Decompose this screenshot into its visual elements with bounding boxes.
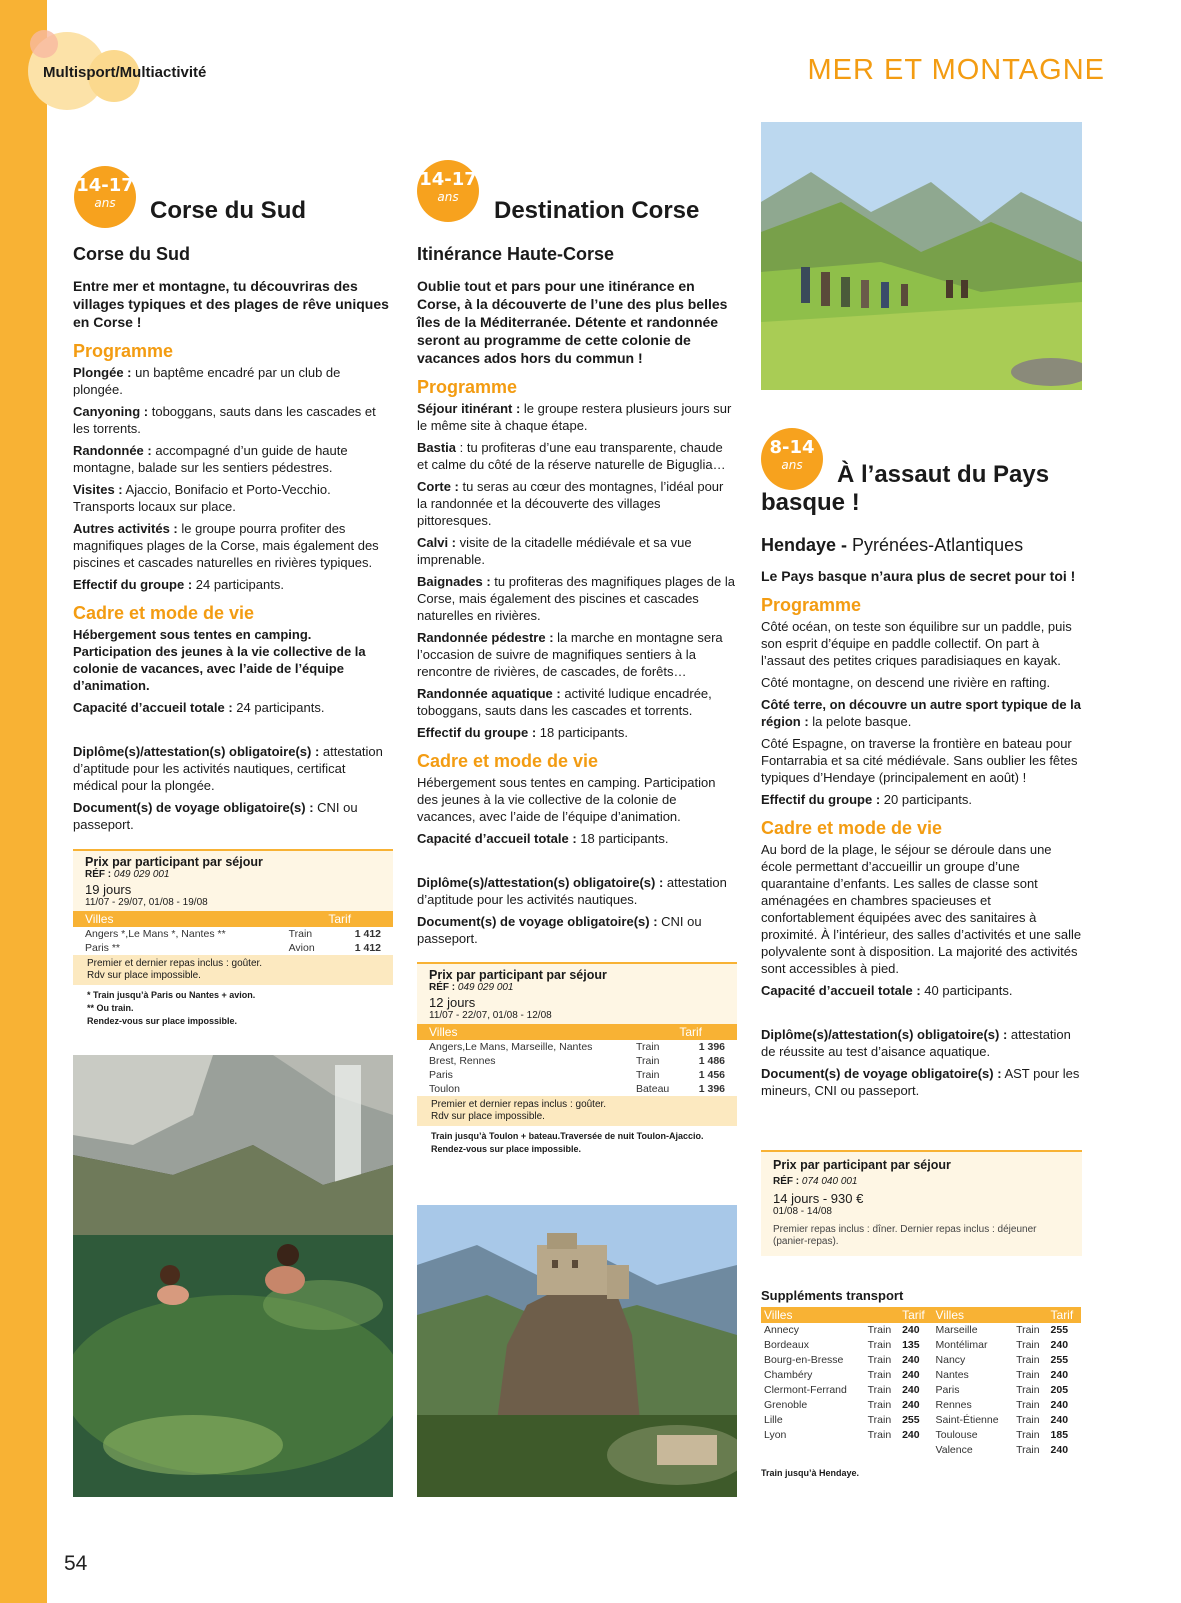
- stay-description: [73, 277, 393, 838]
- supplement-mode: Train: [867, 1339, 892, 1351]
- stay-subtitle: Itinérance Haute-Corse: [417, 244, 615, 264]
- stay-title-line2: basque !: [761, 489, 860, 516]
- supplement-mode: Train: [867, 1399, 892, 1411]
- supplement-mode: Train: [867, 1429, 892, 1441]
- programme-item: Randonnée : accompagné d’un guide de haute montagne, balade sur les sentiers pédestres.: [73, 443, 348, 475]
- supplement-city: Bordeaux: [764, 1339, 809, 1351]
- price-city: Angers *,Le Mans *, Nantes **: [85, 928, 226, 940]
- programme-item: Canyoning : toboggans, sauts dans les cascades et les torrents.: [73, 404, 376, 436]
- stay-description: [417, 277, 737, 952]
- supplement-value: 240: [1050, 1414, 1069, 1426]
- stay-subtitle: Corse du Sud: [73, 244, 191, 264]
- left-color-band: [0, 0, 47, 1603]
- price-mode: Train: [288, 928, 313, 940]
- supplements-footnote: Train jusqu’à Hendaye.: [761, 1468, 860, 1478]
- price-heading: Prix par participant par séjour: [773, 1158, 951, 1172]
- price-mode: Avion: [288, 942, 315, 954]
- price-ref: RÉF : 049 029 001: [85, 869, 170, 880]
- age-range: 14-17: [419, 169, 477, 190]
- supplement-mode: Train: [1016, 1369, 1040, 1381]
- age-badge: [761, 428, 823, 490]
- age-range: 14-17: [76, 175, 134, 196]
- cadre-text: Hébergement sous tentes en camping. Participation des jeunes à la vie collective de la colonie de vacances, avec l’aide de l’équipe d’animation.: [73, 627, 366, 693]
- capacite: Capacité d’accueil totale : 24 participants.: [73, 700, 325, 715]
- price-table: Villes Tarif Angers *,Le Mans *, Nantes ** Train 1 412 Paris ** Avion 1 412: [73, 911, 393, 955]
- supplement-row: [761, 1323, 1081, 1338]
- supplement-city: Annecy: [764, 1324, 800, 1336]
- price-box: [73, 849, 393, 1032]
- stay-subtitle: Hendaye - Pyrénées-Atlantiques: [761, 535, 1024, 555]
- capacite: Capacité d’accueil totale : 18 participants.: [417, 831, 669, 846]
- price-footnote: Train jusqu’à Toulon + bateau.Traversée de nuit Toulon-Ajaccio. Rendez-vous sur place impossible.: [417, 1126, 737, 1160]
- supplement-value: 240: [902, 1399, 920, 1411]
- price-mode: Train: [635, 1055, 660, 1067]
- supplement-city: Toulouse: [935, 1429, 978, 1441]
- supplement-mode: Train: [1016, 1384, 1040, 1396]
- programme-espagne: Côté Espagne, on traverse la frontière en bateau pour Fontarrabia et sa cité médiévale. Sans oublier les fêtes typiques d’Hendaye (principalement en août) !: [761, 736, 1078, 785]
- price-city: Angers,Le Mans, Marseille, Nantes: [429, 1041, 593, 1053]
- price-value: 1 486: [698, 1055, 725, 1067]
- price-value: 1 412: [354, 942, 381, 954]
- programme-list: [73, 364, 393, 593]
- price-table: Villes Tarif Angers,Le Mans, Marseille, Nantes Train 1 396 Brest, Rennes Train 1 486 Paris Train 1 456 Toulon Bateau 1 396: [417, 1024, 737, 1096]
- supplement-city: Chambéry: [764, 1369, 813, 1381]
- price-value: 1 396: [698, 1083, 725, 1095]
- cadre-text: Hébergement sous tentes en camping. Participation des jeunes à la vie collective de la colonie de vacances, avec l’aide de l’équipe d’animation.: [417, 775, 716, 824]
- programme-item: Calvi : visite de la citadelle médiévale et sa vue imprenable.: [417, 535, 692, 567]
- stay-description: [761, 567, 1082, 1104]
- price-row: [417, 1054, 737, 1068]
- age-badge: [417, 160, 479, 222]
- supplement-city: Clermont-Ferrand: [764, 1384, 847, 1396]
- page-number: 54: [64, 1552, 88, 1575]
- supplement-value: 205: [1050, 1384, 1069, 1396]
- price-city: Paris **: [85, 942, 121, 954]
- price-row: [417, 1068, 737, 1082]
- document: Document(s) de voyage obligatoire(s) : CNI ou passeport.: [417, 914, 702, 946]
- price-heading: Prix par participant par séjour: [85, 855, 263, 869]
- supplement-value: 240: [1050, 1399, 1069, 1411]
- programme-item: Corte : tu seras au cœur des montagnes, l’idéal pour la randonnée et la découverte des villages pittoresques.: [417, 479, 724, 528]
- price-row: [417, 1082, 737, 1096]
- programme-item: Randonnée aquatique : activité ludique encadrée, toboggans, sauts dans les cascades et torrents.: [417, 686, 712, 718]
- supplement-value: 240: [1050, 1369, 1069, 1381]
- effectif: Effectif du groupe : 20 participants.: [761, 792, 972, 807]
- price-mode: Train: [635, 1041, 660, 1053]
- price-row: [73, 941, 393, 955]
- section-title: Multisport/Multiactivité: [43, 64, 207, 81]
- intro-text: Le Pays basque n’aura plus de secret pour toi !: [761, 568, 1076, 584]
- supplement-mode: Train: [867, 1354, 892, 1366]
- supplement-city: Valence: [935, 1444, 973, 1456]
- programme-montagne: Côté montagne, on descend une rivière en rafting.: [761, 675, 1051, 690]
- supplement-row: [761, 1383, 1081, 1398]
- supplement-row: [761, 1398, 1081, 1413]
- age-unit: ans: [437, 190, 459, 204]
- programme-list: [417, 400, 737, 741]
- supplement-value: 240: [902, 1369, 920, 1381]
- price-duration: 14 jours - 930 €: [773, 1191, 864, 1206]
- cadre-heading: Cadre et mode de vie: [761, 818, 943, 838]
- price-city: Toulon: [429, 1083, 460, 1095]
- transport-supplements: [761, 1288, 1081, 1478]
- hiking-photo: [761, 122, 1082, 390]
- programme-item: Autres activités : le groupe pourra profiter des magnifiques plages de la Corse, mais également des piscines et cascades naturelles en rivières typiques.: [73, 521, 379, 570]
- price-city: Paris: [429, 1069, 453, 1081]
- programme-item: Randonnée pédestre : la marche en montagne sera l’occasion de suivre de magnifiques sentiers à la rencontre de rivières, de cascades, de forêts…: [417, 630, 723, 679]
- supplement-mode: Train: [1016, 1414, 1040, 1426]
- price-note: Premier repas inclus : dîner. Dernier repas inclus : déjeuner (panier-repas).: [773, 1224, 1037, 1247]
- cadre-heading: Cadre et mode de vie: [417, 751, 599, 771]
- supplement-row: [761, 1338, 1081, 1353]
- price-ref: RÉF : 074 040 001: [773, 1176, 858, 1187]
- age-badge: [74, 166, 136, 228]
- price-row: [73, 927, 393, 941]
- supplement-mode: Train: [867, 1414, 892, 1426]
- price-box: [417, 962, 737, 1160]
- supplement-value: 135: [902, 1339, 920, 1351]
- supplement-city: Nancy: [935, 1354, 966, 1366]
- price-row: [417, 1040, 737, 1054]
- supplement-mode: Train: [1016, 1444, 1040, 1456]
- supplement-city: Paris: [935, 1384, 960, 1396]
- price-mode: Train: [635, 1069, 660, 1081]
- supplement-city: Marseille: [935, 1324, 978, 1336]
- supplement-value: 255: [1050, 1354, 1069, 1366]
- stay-title: Destination Corse: [494, 197, 700, 224]
- programme-item: Plongée : un baptême encadré par un club de plongée.: [73, 365, 341, 397]
- diplome: Diplôme(s)/attestation(s) obligatoire(s) : attestation d’aptitude pour les activités nautiques.: [417, 875, 727, 907]
- supplement-row: [761, 1443, 1081, 1458]
- cadre-text: Au bord de la plage, le séjour se déroule dans une école permettant d’accueillir un groupe d’une quarantaine d’enfants. Les salles de classe sont aménagées en chambres spacieuses et confortablement équipées avec des sanitaires à proximité. À l’intérieur, des salles d’activités et une salle polyvalente sont à disposition. La majorité des activités sont accessibles à pied.: [761, 842, 1082, 976]
- citadel-photo: [417, 1205, 737, 1497]
- price-value: 1 456: [698, 1069, 725, 1081]
- stay-title: À l’assaut du Pays: [837, 461, 1050, 488]
- supplement-mode: Train: [1016, 1429, 1040, 1441]
- supplement-value: 255: [902, 1414, 920, 1426]
- price-ref: RÉF : 049 029 001: [429, 982, 514, 993]
- supplement-value: 240: [1050, 1339, 1069, 1351]
- swimming-photo: [73, 1055, 393, 1497]
- intro-text: Oublie tout et pars pour une itinérance en Corse, à la découverte de l’une des plus belles îles de la Méditerranée. Détente et randonnée seront au programme de cette colonie de vacances ados hors du commun !: [417, 278, 728, 366]
- supplement-mode: Train: [867, 1369, 892, 1381]
- programme-item: Visites : Ajaccio, Bonifacio et Porto-Vecchio. Transports locaux sur place.: [73, 482, 331, 514]
- price-dates: 01/08 - 14/08: [773, 1206, 832, 1217]
- price-note: Premier et dernier repas inclus : goûter. Rdv sur place impossible.: [73, 955, 393, 985]
- supplement-row: [761, 1353, 1081, 1368]
- supplement-city: Montélimar: [935, 1339, 988, 1351]
- supplement-value: 240: [902, 1429, 920, 1441]
- document: Document(s) de voyage obligatoire(s) : CNI ou passeport.: [73, 800, 358, 832]
- price-dates: 11/07 - 29/07, 01/08 - 19/08: [85, 897, 208, 908]
- supplement-row: [761, 1428, 1081, 1443]
- supplement-value: 240: [902, 1324, 920, 1336]
- price-value: 1 396: [698, 1041, 725, 1053]
- supplement-value: 240: [902, 1384, 920, 1396]
- age-unit: ans: [94, 196, 116, 210]
- capacite: Capacité d’accueil totale : 40 participants.: [761, 983, 1013, 998]
- supplement-city: Lyon: [764, 1429, 787, 1441]
- document: Document(s) de voyage obligatoire(s) : AST pour les mineurs, CNI ou passeport.: [761, 1066, 1080, 1098]
- supplement-city: Nantes: [935, 1369, 969, 1381]
- diplome: Diplôme(s)/attestation(s) obligatoire(s) : attestation de réussite au test d’aisance aquatique.: [761, 1027, 1071, 1059]
- price-city: Brest, Rennes: [429, 1055, 496, 1067]
- programme-item: Effectif du groupe : 18 participants.: [417, 725, 628, 740]
- supplement-value: 255: [1050, 1324, 1069, 1336]
- supplement-mode: Train: [1016, 1354, 1040, 1366]
- age-unit: ans: [781, 458, 803, 472]
- price-footnote: * Train jusqu’à Paris ou Nantes + avion. ** Ou train. Rendez-vous sur place impossible.: [73, 985, 393, 1032]
- supplement-value: 185: [1050, 1429, 1069, 1441]
- supplement-city: Lille: [764, 1414, 783, 1426]
- cadre-heading: Cadre et mode de vie: [73, 603, 255, 623]
- price-mode: Bateau: [635, 1083, 670, 1095]
- supplements-title: Suppléments transport: [761, 1288, 904, 1303]
- programme-heading: Programme: [761, 595, 862, 615]
- decorative-circle: [30, 30, 58, 58]
- theme-title: MER ET MONTAGNE: [807, 54, 1105, 86]
- supplements-table: Villes Tarif Villes Tarif Annecy Train 240 Marseille Train 255 Bordeaux Train 135 Montélimar Train 240 Bourg-en-Bresse Train 240 Nancy Train 255 Chambéry Train 240 Nantes Train 240 Clermont-Ferrand Train 240 Paris Train 205 Grenoble Train 240 Rennes Train 240 Lille Train 255 Saint-Étienne Train 240 Lyon Train 240 Toulouse Train 185 Valence Train 240: [761, 1307, 1081, 1458]
- supplement-value: 240: [902, 1354, 920, 1366]
- programme-ocean: Côté océan, on teste son équilibre sur un paddle, puis son esprit d’équipe en paddle collectif. On part à l’assaut des petites criques paradisiaques en kayak.: [761, 619, 1072, 668]
- price-value: 1 412: [354, 928, 381, 940]
- programme-terre: Côté terre, on découvre un autre sport typique de la région : la pelote basque.: [761, 697, 1082, 729]
- programme-item: Bastia : tu profiteras d’une eau transparente, chaude et calme du côté de la réserve naturelle de Biguglia…: [417, 440, 726, 472]
- price-duration: 19 jours: [85, 882, 132, 897]
- supplement-city: Grenoble: [764, 1399, 808, 1411]
- supplement-row: [761, 1368, 1081, 1383]
- price-dates: 11/07 - 22/07, 01/08 - 12/08: [429, 1010, 552, 1021]
- programme-heading: Programme: [73, 341, 174, 361]
- supplement-city: Saint-Étienne: [935, 1414, 999, 1426]
- supplement-mode: Train: [1016, 1399, 1040, 1411]
- supplement-mode: Train: [867, 1324, 892, 1336]
- supplement-value: 240: [1050, 1444, 1069, 1456]
- supplement-city: Rennes: [935, 1399, 972, 1411]
- price-box: [761, 1150, 1082, 1256]
- stay-title: Corse du Sud: [150, 197, 307, 224]
- programme-heading: Programme: [417, 377, 518, 397]
- price-duration: 12 jours: [429, 995, 476, 1010]
- diplome: Diplôme(s)/attestation(s) obligatoire(s) : attestation d’aptitude pour les activités nautiques, certificat médical pour la plongée.: [73, 744, 383, 793]
- programme-item: Baignades : tu profiteras des magnifiques plages de la Corse, mais également des piscines et cascades naturelles en rivières.: [417, 574, 735, 623]
- intro-text: Entre mer et montagne, tu découvriras des villages typiques et des plages de rêve uniques en Corse !: [73, 278, 389, 330]
- age-range: 8-14: [769, 437, 815, 458]
- supplement-city: Bourg-en-Bresse: [764, 1354, 844, 1366]
- price-heading: Prix par participant par séjour: [429, 968, 607, 982]
- supplement-mode: Train: [1016, 1339, 1040, 1351]
- supplement-row: [761, 1413, 1081, 1428]
- supplement-mode: Train: [1016, 1324, 1040, 1336]
- programme-item: Séjour itinérant : le groupe restera plusieurs jours sur le même site à chaque étape.: [417, 401, 732, 433]
- supplement-mode: Train: [867, 1384, 892, 1396]
- price-note: Premier et dernier repas inclus : goûter. Rdv sur place impossible.: [417, 1096, 737, 1126]
- programme-item: Effectif du groupe : 24 participants.: [73, 577, 284, 592]
